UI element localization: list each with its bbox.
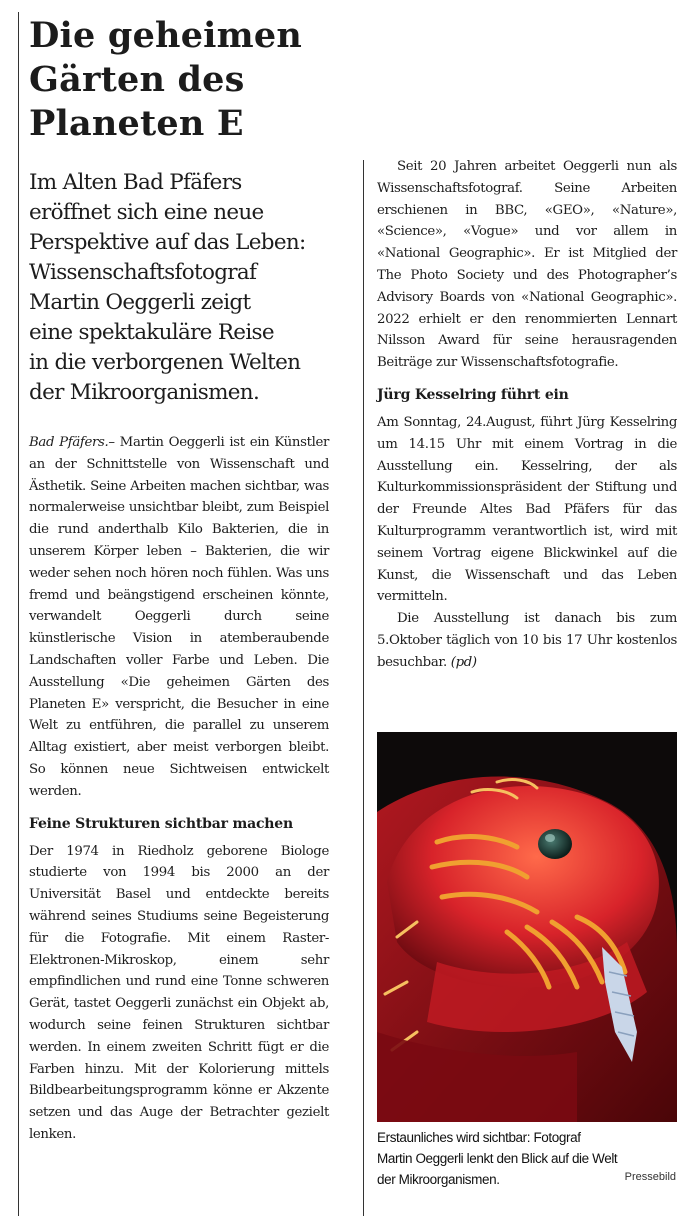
column-rule-left	[18, 12, 19, 1216]
intro-text: Martin Oeggerli ist ein Künstler an der Schnittstelle von Wissenschaft und Ästhetik. Seine Arbeiten machen sichtbar, was normalerweise unsichtbar bleibt, zum Beispiel die rund anderthalb Kilo Bakterien, die in unserem Körper leben – Bakterien, die wir weder sehen noch hören noch fühlen. Was uns fremd und beängstigend erscheinen könnte, verwandelt Oeggerli durch seine künstlerische Vision in atemberaubende Landschaften voller Farbe und Leben. Die Ausstellung «Die geheimen Gärten des Planeten E» verspricht, die Besucher in eine Welt zu entführen, die parallel zu unserem Alltag existiert, aber meist verborgen bleibt. So können neue Sichtweisen entwickelt werden.	[29, 435, 330, 799]
caption-line: Erstaunliches wird sichtbar: Fotograf	[377, 1130, 581, 1145]
photo-credit: Pressebild	[624, 1171, 676, 1183]
article-paragraph	[377, 608, 677, 673]
article-paragraph	[29, 432, 329, 803]
caption-line: der Mikroorganismen.	[377, 1172, 500, 1187]
lead-paragraph: Im Alten Bad Pfäfers eröffnet sich eine neue Perspektive auf das Leben: Wissenschaftsfotograf Martin Oeggerli zeigt eine spektakuläre Reise in die verborgenen Welten der Mikroorganismen.	[29, 170, 306, 405]
headline: Die geheimen Gärten des Planeten E	[29, 15, 303, 144]
article-column-right	[377, 156, 677, 674]
article-paragraph: Am Sonntag, 24.August, führt Jürg Kesselring um 14.15 Uhr mit einem Vortrag in die Ausstellung ein. Kesselring, der als Kulturkommissionspräsident der Stiftung und der Freunde Altes Bad Pfäfers für das Kulturprogramm verantwortlich ist, wird mit seinem Vortrag eigene Blickwinkel auf die Kunst, die Wissenschaft und das Leben vermitteln.	[377, 414, 677, 605]
closing-text: Die Ausstellung ist danach bis zum 5.Oktober täglich von 10 bis 17 Uhr kostenlos besuchbar.	[377, 611, 677, 670]
subheading: Feine Strukturen sichtbar machen	[29, 815, 293, 832]
article-column-left	[29, 432, 329, 1146]
microorganism-photo	[377, 732, 677, 1122]
article-paragraph: Seit 20 Jahren arbeitet Oeggerli nun als Wissenschaftsfotograf. Seine Arbeiten erschienen in BBC, «GEO», «Nature», «Science», «Vogue» und vor allem in «National Geographic». Er ist Mitglied der The Photo Society und des Photographer’s Advisory Boards von «National Geographic». 2022 erhielt er den renommierten Lennart Nilsson Award für seine herausragenden Beiträge zur Wissenschaftsfotografie.	[377, 159, 677, 371]
subheading: Jürg Kesselring führt ein	[377, 386, 569, 403]
dateline: Bad Pfäfers.–	[29, 435, 115, 450]
caption-line: Martin Oeggerli lenkt den Blick auf die Welt	[377, 1151, 618, 1166]
author-credit: (pd)	[450, 654, 477, 670]
column-rule-middle	[363, 160, 364, 1216]
article-paragraph: Der 1974 in Riedholz geborene Biologe studierte von 1994 bis 2000 an der Universität Basel und entdeckte bereits während seines Studiums seine Begeisterung für die Fotografie. Mit einem Raster-Elektronen-Mikroskop, einem sehr empfindlichen und rund eine Tonne schweren Gerät, tastet Oeggerli zunächst ein Objekt ab, wodurch seine feinen Strukturen sichtbar werden. In einem zweiten Schritt fügt er die Farben hinzu. Mit der Kolorierung mittels Bildbearbeitungsprogramm könne er Akzente setzen und das Auge der Betrachter gezielt lenken.	[29, 843, 329, 1142]
